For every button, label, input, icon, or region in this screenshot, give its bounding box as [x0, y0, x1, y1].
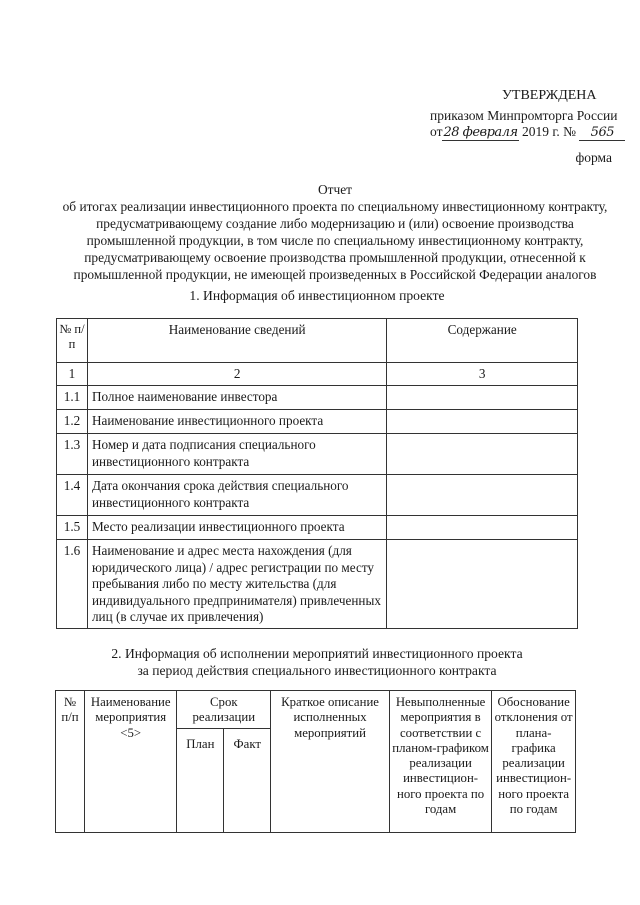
report-subtitle-line: промышленной продукции, не имеющей произведенных в Российской Федерации аналогов	[73, 267, 597, 282]
header-justification: Обоснование отклонения от плана-графика реализации инвестицион-ного проекта по годам	[492, 691, 576, 833]
index-3: 3	[387, 363, 578, 386]
row-num: 1.4	[57, 475, 88, 516]
table-row	[57, 410, 578, 434]
report-title-block	[50, 181, 620, 283]
order-date-line	[430, 124, 625, 141]
approved-label: УТВЕРЖДЕНА	[502, 88, 597, 103]
report-subtitle-line: промышленной продукции, в том числе по специальному инвестиционному контракту,	[86, 233, 584, 248]
row-name: Дата окончания срока действия специального инвестиционного контракта	[87, 475, 386, 516]
header-content: Содержание	[387, 319, 578, 363]
header-num: № п/п	[56, 691, 85, 833]
section2-title-line1: 2. Информация об исполнении мероприятий инвестиционного проекта	[111, 646, 523, 661]
table-row	[57, 516, 578, 540]
row-num: 1.5	[57, 516, 88, 540]
header-unfulfilled: Невыполненные мероприятия в соответствии с планом-графиком реализации инвестицион-ного проекта по годам	[389, 691, 491, 833]
section1-title: 1. Информация об инвестиционном проекте	[189, 288, 445, 303]
row-value-field[interactable]	[387, 475, 578, 516]
row-num: 1.3	[57, 434, 88, 475]
header-description: Краткое описание исполненных мероприятий	[271, 691, 390, 833]
report-subtitle-line: об итогах реализации инвестиционного проекта по специальному инвестиционному контракту,	[62, 199, 608, 214]
section2-title-line2: за период действия специального инвестиционного контракта	[137, 663, 497, 678]
column-index-row	[57, 363, 578, 386]
table-header-row	[57, 319, 578, 363]
header-name: Наименование сведений	[87, 319, 386, 363]
order-line: приказом Минпромторга России	[430, 108, 618, 123]
row-value-field[interactable]	[387, 540, 578, 629]
handwritten-date: 28 февраля	[443, 125, 518, 140]
table-row	[57, 475, 578, 516]
row-value-field[interactable]	[387, 386, 578, 410]
row-name: Наименование и адрес места нахождения (для юридического лица) / адрес регистрации по месту пребывания либо по месту жительства (для индивидуального предпринимателя) привлеченных лиц (в случае их привлечения)	[87, 540, 386, 629]
table-row	[57, 540, 578, 629]
row-name: Наименование инвестиционного проекта	[87, 410, 386, 434]
index-1: 1	[57, 363, 88, 386]
row-value-field[interactable]	[387, 410, 578, 434]
report-title: Отчет	[317, 182, 353, 197]
header-num: № п/п	[57, 319, 88, 363]
events-execution-table	[55, 690, 576, 833]
year-suffix: 2019 г. №	[521, 124, 576, 139]
header-plan: План	[177, 728, 224, 832]
row-num: 1.1	[57, 386, 88, 410]
handwritten-order-number: 565	[579, 125, 625, 141]
row-name: Место реализации инвестиционного проекта	[87, 516, 386, 540]
table-header-row	[56, 691, 576, 729]
row-value-field[interactable]	[387, 434, 578, 475]
section2-title	[56, 645, 578, 679]
row-num: 1.6	[57, 540, 88, 629]
investment-project-info-table	[56, 318, 578, 629]
report-subtitle-line: предусматривающему освоение производства промышленной продукции, отнесенной к	[84, 250, 586, 265]
row-name: Полное наименование инвестора	[87, 386, 386, 410]
row-value-field[interactable]	[387, 516, 578, 540]
header-event-name: Наименование мероприятия <5>	[85, 691, 177, 833]
header-term: Срок реализации	[177, 691, 271, 729]
table-row	[57, 434, 578, 475]
row-num: 1.2	[57, 410, 88, 434]
date-prefix: от	[430, 124, 443, 139]
row-name: Номер и дата подписания специального инвестиционного контракта	[87, 434, 386, 475]
table-row	[57, 386, 578, 410]
index-2: 2	[87, 363, 386, 386]
header-fact: Факт	[224, 728, 271, 832]
form-label: форма	[575, 150, 612, 165]
report-subtitle-line: предусматривающему создание либо модернизацию и (или) освоение производства	[96, 216, 574, 231]
